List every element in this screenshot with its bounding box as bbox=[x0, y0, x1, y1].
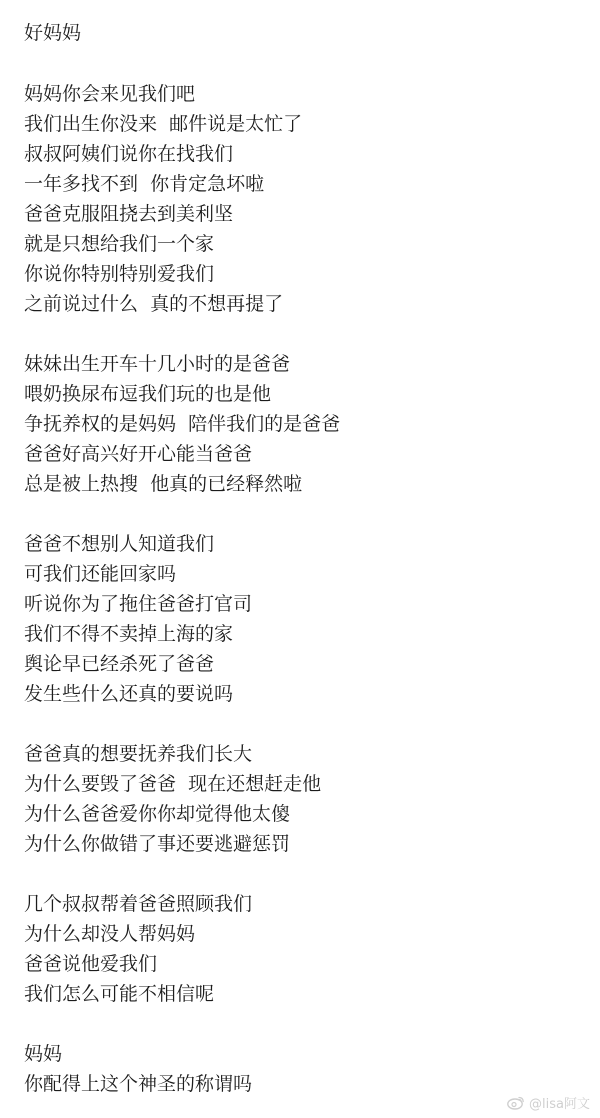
poem-line: 妈妈你会来见我们吧 bbox=[24, 83, 196, 105]
weibo-icon bbox=[507, 1095, 525, 1110]
stanza-3 bbox=[24, 529, 252, 709]
poem-line: 爸爸好高兴好开心能当爸爸 bbox=[24, 443, 253, 465]
poem-title: 好妈妈 bbox=[24, 22, 82, 44]
poem-line: 听说你为了拖住爸爸打官司 bbox=[24, 593, 253, 615]
poem-line: 你说你特别特别爱我们 bbox=[24, 263, 215, 285]
poem-line: 爸爸说他爱我们 bbox=[24, 953, 158, 975]
poem-line: 为什么你做错了事还要逃避惩罚 bbox=[24, 833, 291, 855]
poem-line: 我们怎么可能不相信呢 bbox=[24, 983, 215, 1005]
poem-line: 妈妈 bbox=[24, 1043, 63, 1065]
stanza-2 bbox=[24, 349, 340, 499]
poem-line: 就是只想给我们一个家 bbox=[24, 233, 215, 255]
watermark bbox=[507, 1093, 590, 1112]
poem-line: 发生些什么还真的要说吗 bbox=[24, 683, 234, 705]
poem-line: 喂奶换尿布逗我们玩的也是他 bbox=[24, 383, 272, 405]
poem-line: 叔叔阿姨们说你在找我们 bbox=[24, 143, 234, 165]
poem-line: 争抚养权的是妈妈 陪伴我们的是爸爸 bbox=[24, 413, 341, 435]
stanza-6 bbox=[24, 1039, 252, 1099]
poem-line: 总是被上热搜 他真的已经释然啦 bbox=[24, 473, 303, 495]
poem-line: 我们出生你没来 邮件说是太忙了 bbox=[24, 113, 303, 135]
stanza-4 bbox=[24, 739, 321, 859]
stanza-1 bbox=[24, 79, 302, 319]
watermark-text: @lisa阿文 bbox=[529, 1097, 590, 1112]
poem-line: 爸爸克服阻挠去到美利坚 bbox=[24, 203, 234, 225]
poem-line: 爸爸不想别人知道我们 bbox=[24, 533, 215, 555]
poem-line: 你配得上这个神圣的称谓吗 bbox=[24, 1073, 253, 1095]
poem-line: 为什么爸爸爱你你却觉得他太傻 bbox=[24, 803, 291, 825]
poem-line: 之前说过什么 真的不想再提了 bbox=[24, 293, 284, 315]
poem-line: 可我们还能回家吗 bbox=[24, 563, 177, 585]
poem-line: 舆论早已经杀死了爸爸 bbox=[24, 653, 215, 675]
poem-line: 几个叔叔帮着爸爸照顾我们 bbox=[24, 893, 253, 915]
poem-line: 为什么却没人帮妈妈 bbox=[24, 923, 196, 945]
stanza-5 bbox=[24, 889, 252, 1009]
poem-line: 一年多找不到 你肯定急坏啦 bbox=[24, 173, 265, 195]
poem-line: 爸爸真的想要抚养我们长大 bbox=[24, 743, 253, 765]
poem-line: 我们不得不卖掉上海的家 bbox=[24, 623, 234, 645]
poem-line: 妹妹出生开车十几小时的是爸爸 bbox=[24, 353, 291, 375]
poem-line: 为什么要毁了爸爸 现在还想赶走他 bbox=[24, 773, 322, 795]
